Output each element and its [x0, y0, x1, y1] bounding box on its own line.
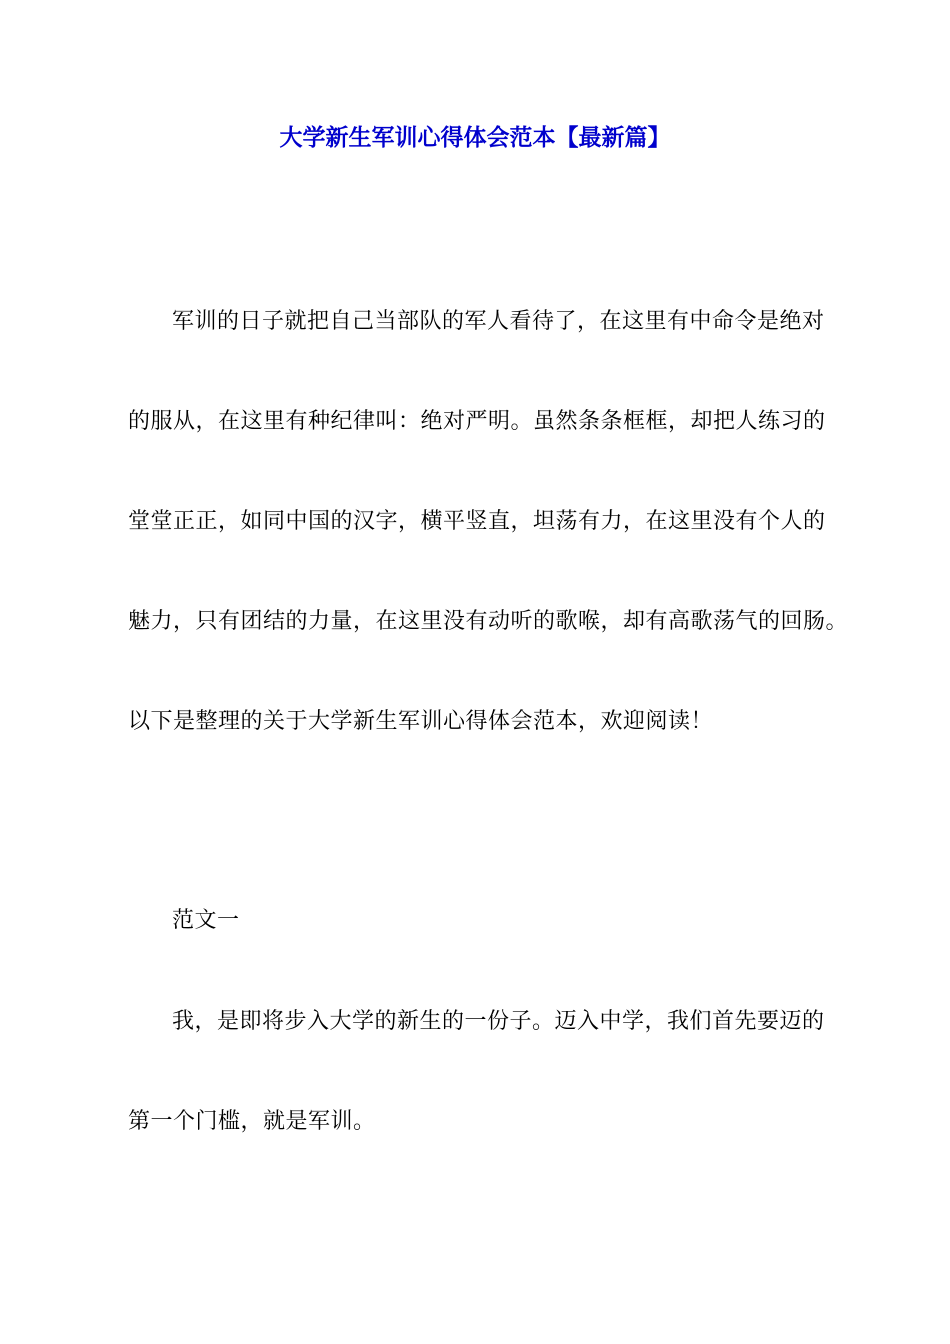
intro-line-4: 魅力，只有团结的力量，在这里没有动听的歌喉，却有高歌荡气的回肠。: [128, 609, 849, 634]
section-heading: 范文一: [172, 908, 240, 933]
section-line-2: 第一个门槛，就是军训。: [128, 1109, 376, 1134]
intro-line-3: 堂堂正正，如同中国的汉字，横平竖直，坦荡有力，在这里没有个人的: [128, 509, 826, 534]
section-line-1: 我，是即将步入大学的新生的一份子。迈入中学，我们首先要迈的: [172, 1009, 825, 1034]
document-title: 大学新生军训心得体会范本【最新篇】: [279, 125, 671, 151]
intro-line-1: 军训的日子就把自己当部队的军人看待了，在这里有中命令是绝对: [172, 309, 825, 334]
intro-line-2: 的服从，在这里有种纪律叫：绝对严明。虽然条条框框，却把人练习的: [128, 409, 826, 434]
intro-line-5: 以下是整理的关于大学新生军训心得体会范本，欢迎阅读！: [128, 709, 714, 734]
